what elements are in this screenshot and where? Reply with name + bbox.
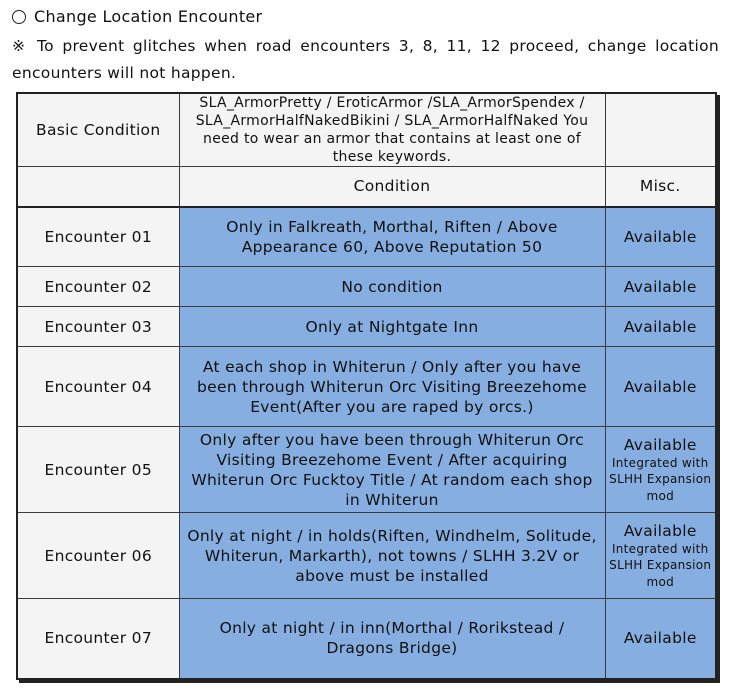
encounter-name: Encounter 07 xyxy=(17,599,179,679)
misc-header: Misc. xyxy=(605,167,716,207)
empty-cell xyxy=(605,93,716,167)
section-heading xyxy=(12,7,262,27)
encounter-misc: Available xyxy=(605,599,716,679)
encounter-misc: Available xyxy=(605,347,716,427)
encounter-condition: Only at night / in holds(Riften, Windhelm, Solitude, Whiterun, Markarth), not towns / SLHH 3.2V or above must be installed xyxy=(179,513,605,599)
encounter-condition: Only in Falkreath, Morthal, Riften / Above Appearance 60, Above Reputation 50 xyxy=(179,207,605,267)
circle-bullet-icon xyxy=(12,10,26,24)
heading-text: Change Location Encounter xyxy=(34,7,263,26)
header-row xyxy=(17,167,716,207)
encounter-misc: Available xyxy=(605,267,716,307)
encounter-condition: Only after you have been through Whiterun Orc Visiting Breezehome Event / After acquiring Whiterun Orc Fucktoy Title / At random each shop in Whiterun xyxy=(179,427,605,513)
condition-header: Condition xyxy=(179,167,605,207)
armor-keywords: SLA_ArmorPretty / EroticArmor /SLA_ArmorSpendex / SLA_ArmorHalfNakedBikini / SLA_ArmorHalfNaked You need to wear an armor that contains at least one of these keywords. xyxy=(179,93,605,167)
empty-header-cell xyxy=(17,167,179,207)
table-row xyxy=(17,347,716,427)
encounter-misc: Available xyxy=(623,521,697,540)
encounter-table-wrapper xyxy=(16,92,717,680)
table-row xyxy=(17,267,716,307)
encounter-name: Encounter 05 xyxy=(17,427,179,513)
encounter-condition: Only at Nightgate Inn xyxy=(179,307,605,347)
encounter-name: Encounter 03 xyxy=(17,307,179,347)
encounter-condition: No condition xyxy=(179,267,605,307)
basic-condition-label: Basic Condition xyxy=(17,93,179,167)
table-row xyxy=(17,307,716,347)
table-row xyxy=(17,207,716,267)
encounter-name: Encounter 02 xyxy=(17,267,179,307)
encounter-name: Encounter 04 xyxy=(17,347,179,427)
encounter-table xyxy=(16,92,717,680)
encounter-misc-note: Integrated with SLHH Expansion mod xyxy=(609,541,712,589)
table-row xyxy=(17,427,716,513)
encounter-misc: Available xyxy=(605,207,716,267)
encounter-name: Encounter 06 xyxy=(17,513,179,599)
encounter-condition: Only at night / in inn(Morthal / Rorikstead / Dragons Bridge) xyxy=(179,599,605,679)
encounter-misc: Available xyxy=(605,307,716,347)
encounter-condition: At each shop in Whiterun / Only after you have been through Whiterun Orc Visiting Breezehome Event(After you are raped by orcs.) xyxy=(179,347,605,427)
encounter-misc-cell xyxy=(605,513,716,599)
basic-condition-row xyxy=(17,93,716,167)
encounter-name: Encounter 01 xyxy=(17,207,179,267)
encounter-misc-cell xyxy=(605,427,716,513)
encounter-misc-note: Integrated with SLHH Expansion mod xyxy=(609,455,712,503)
glitch-note: ※ To prevent glitches when road encounters 3, 8, 11, 12 proceed, change location encounters will not happen. xyxy=(12,37,719,82)
encounter-misc: Available xyxy=(623,435,697,454)
table-row xyxy=(17,513,716,599)
table-row xyxy=(17,599,716,679)
